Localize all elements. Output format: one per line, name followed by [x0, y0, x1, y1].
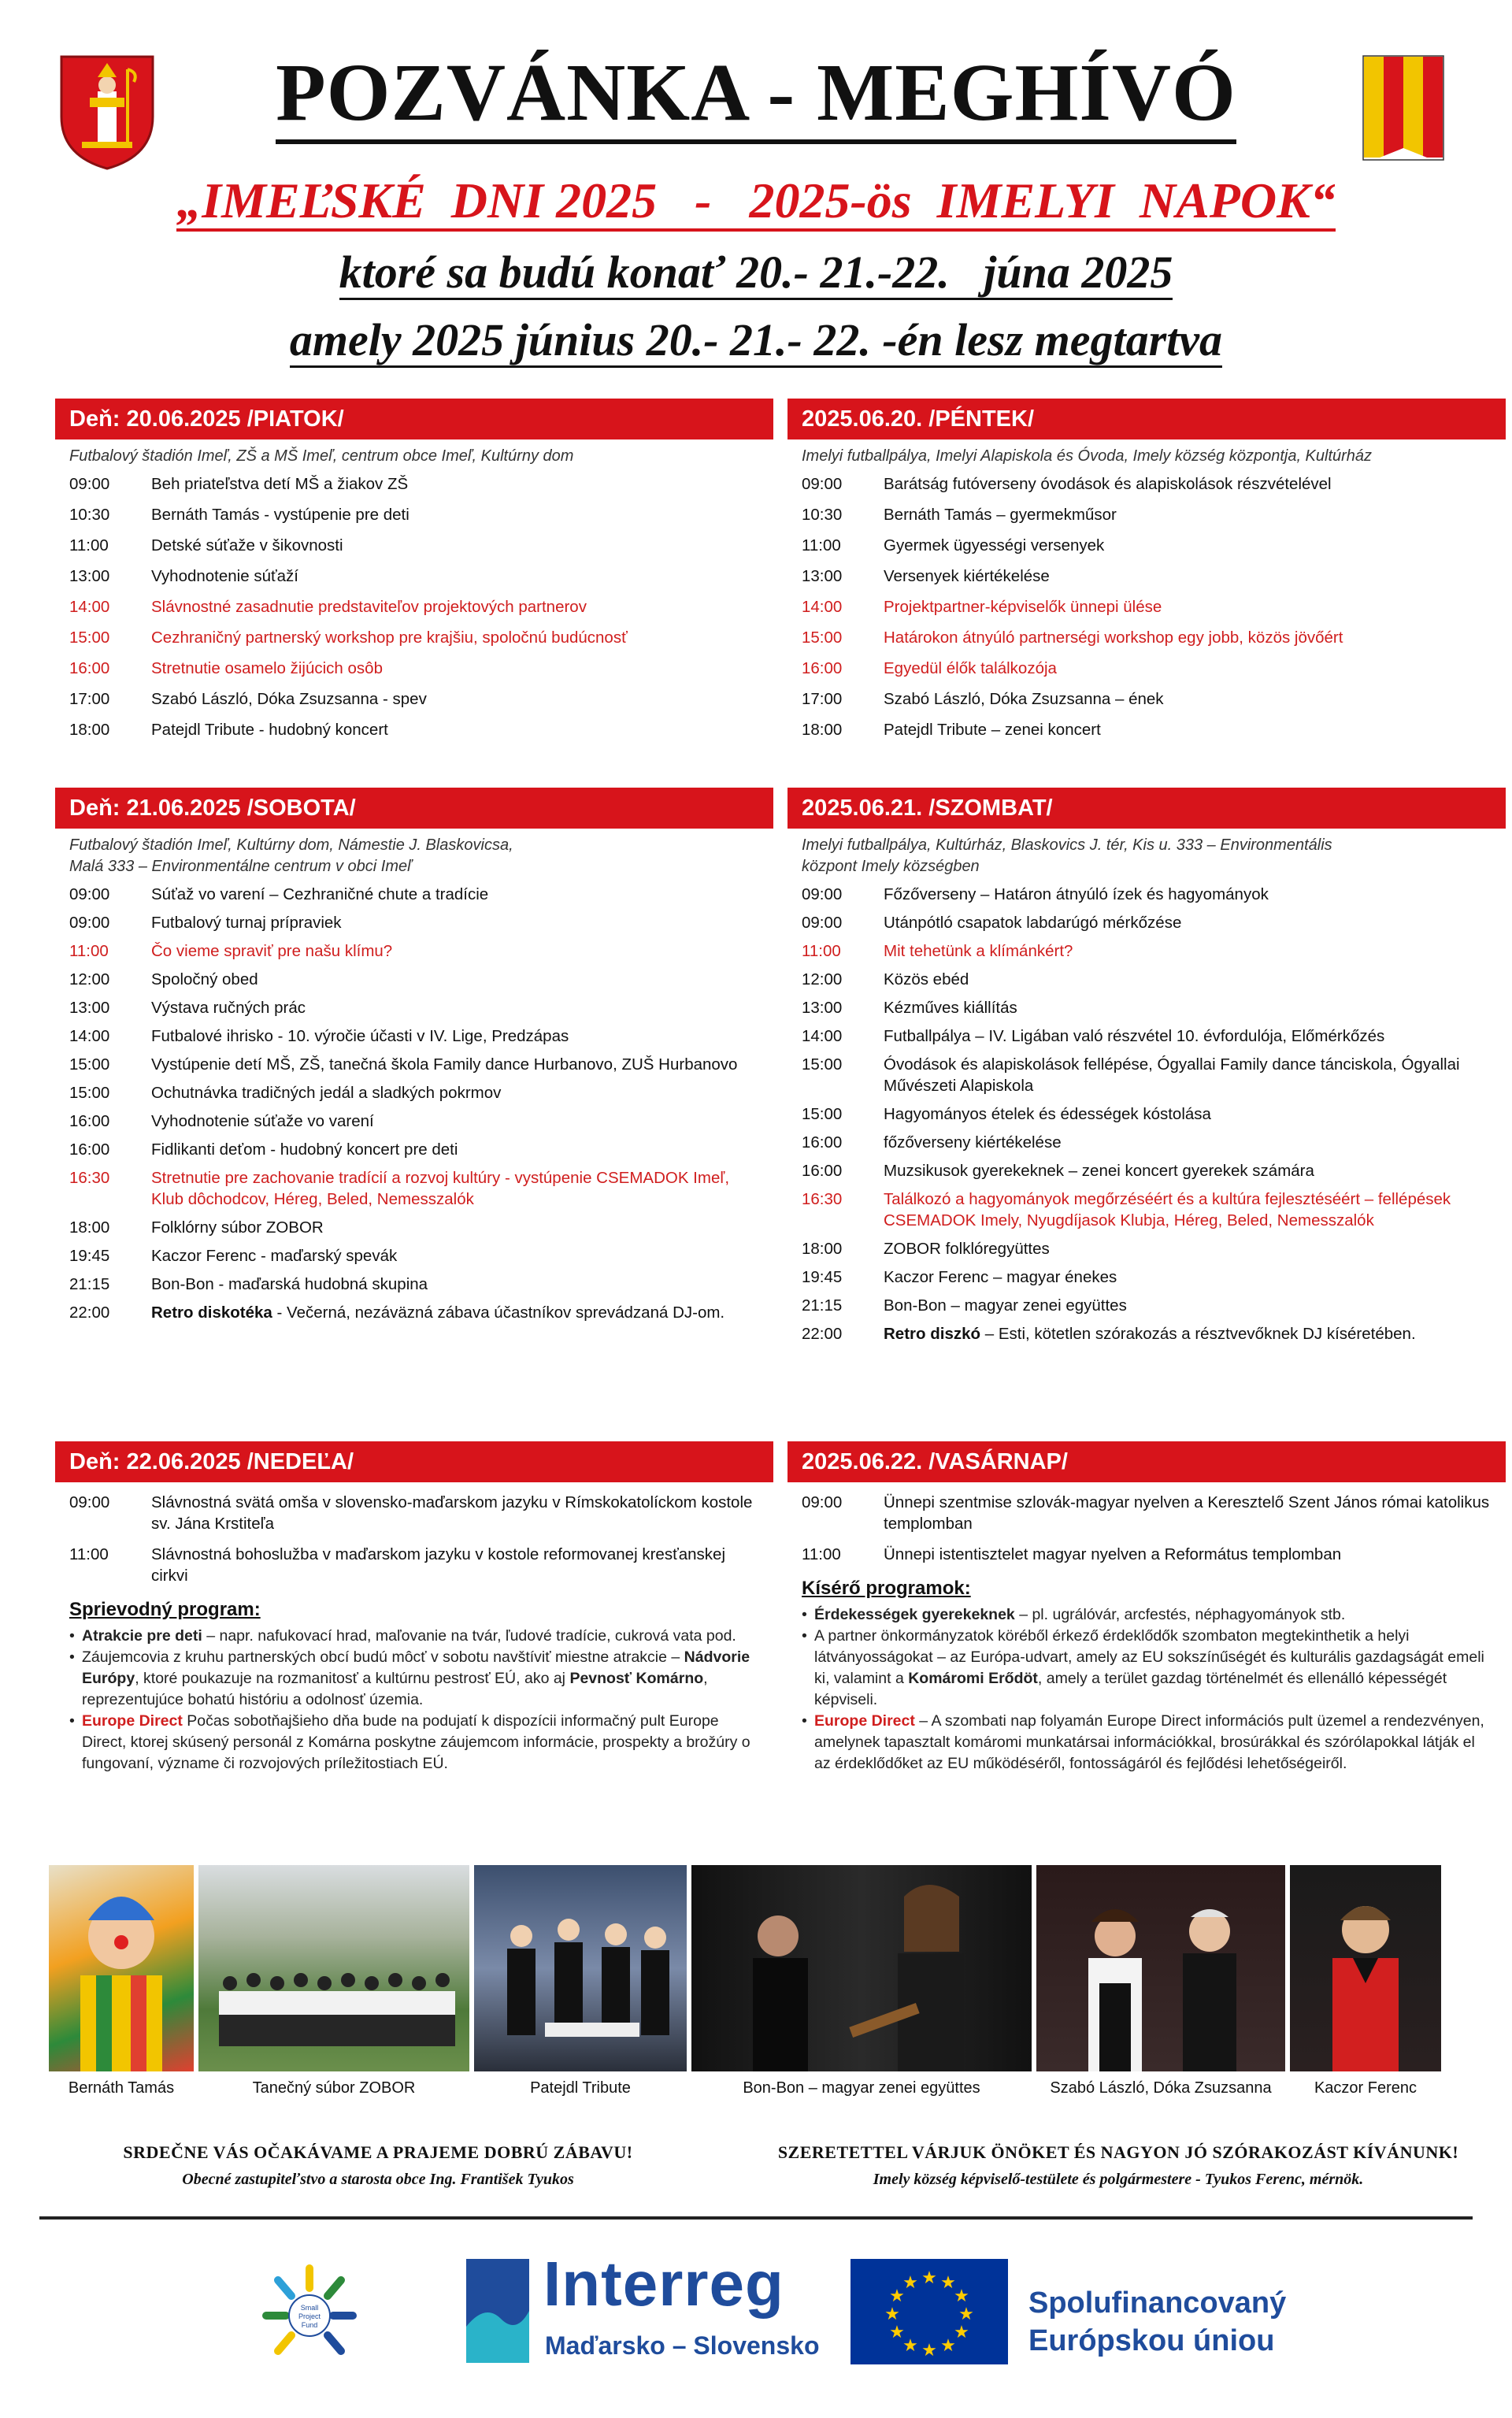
day1-hu-venue: Imelyi futballpálya, Imelyi Alapiskola és Óvoda, Imely község központja, Kultúrház [802, 447, 1373, 465]
svg-text:★: ★ [921, 2268, 937, 2288]
photo-zobor [198, 1865, 469, 2071]
event-row: 15:00 Cezhraničný partnerský workshop pre krajšiu, spoločnú budúcnosť [69, 629, 628, 647]
event-row: 16:00 főzőverseny kiértékelése [802, 1133, 1062, 1152]
duet-photo-icon [1036, 1865, 1285, 2071]
day3-sk-header: Deň: 22.06.2025 /NEDEĽA/ [55, 1441, 773, 1482]
event-row: 17:00 Szabó László, Dóka Zsuzsanna - spev [69, 690, 427, 708]
event-row: 13:00 Vyhodnotenie súťaží [69, 567, 299, 585]
photo-caption: Kaczor Ferenc [1314, 2079, 1418, 2097]
event-row: 16:30 Találkozó a hagyományok megőrzéséért és a kultúra fejlesztéséért – fellépések CSEMADOK Imely, Nyugdíjasok Klubja, Héreg, Beled, Nemesszalók [802, 1190, 1451, 1229]
event-row: 09:00 Ünnepi szentmise szlovák-magyar nyelven a Keresztelő Szent János római katolikus templomban [802, 1493, 1490, 1533]
clown-photo-icon [49, 1865, 194, 2071]
concert-photo-icon [691, 1865, 1032, 2071]
interreg-programme: Maďarsko – Slovensko [545, 2331, 820, 2360]
event-row: 18:00 Folklórny súbor ZOBOR [69, 1218, 324, 1237]
day1-sk-venue: Futbalový štadión Imeľ, ZŠ a MŠ Imeľ, centrum obce Imeľ, Kultúrny dom [69, 447, 574, 465]
eu-cofunding-text: Spolufinancovaný Európskou úniou [1028, 2286, 1287, 2357]
extra-program-title: Kísérő programok: [802, 1578, 971, 1599]
event-row: 11:00 Slávnostná bohoslužba v maďarskom jazyku v kostole reformovanej kresťanskej cirkvi [69, 1545, 726, 1585]
photo-caption: Patejdl Tribute [530, 2079, 631, 2097]
event-row: 11:00 Gyermek ügyességi versenyek [802, 536, 1105, 554]
day3-sk-section [55, 1441, 773, 1775]
small-project-fund-icon [250, 2253, 369, 2371]
event-row: 21:15 Bon-Bon – magyar zenei együttes [802, 1296, 1127, 1315]
event-row: 16:00 Muzsikusok gyerekeknek – zenei koncert gyerekek számára [802, 1162, 1314, 1180]
day1-sk-section [55, 399, 773, 750]
svg-text:Fund: Fund [301, 2321, 318, 2329]
svg-text:★: ★ [902, 2273, 918, 2293]
event-row: 10:30 Bernáth Tamás - vystúpenie pre deti [69, 506, 410, 524]
photo-bernath-tamas [49, 1865, 194, 2071]
event-row: 16:00 Stretnutie osamelo žijúcich osôb [69, 659, 383, 677]
singer-photo-icon [1290, 1865, 1441, 2071]
list-item: • Érdekességek gyerekeknek – pl. ugrálóvár, arcfestés, néphagyományok stb. [802, 1604, 1492, 1626]
event-row: 09:00 Barátság futóverseny óvodások és alapiskolások részvételével [802, 475, 1332, 493]
svg-text:★: ★ [889, 2323, 905, 2342]
event-row: 11:00 Detské súťaže v šikovnosti [69, 536, 343, 554]
event-row: 09:00 Slávnostná svätá omša v slovensko-maďarskom jazyku v Rímskokatolíckom kostole sv. Jána Krstiteľa [69, 1493, 753, 1533]
group-photo-icon [198, 1865, 469, 2071]
event-row: 14:00 Projektpartner-képviselők ünnepi ülése [802, 598, 1162, 616]
event-row: 09:00 Súťaž vo varení – Cezhraničné chute a tradície [69, 885, 489, 903]
event-row: 09:00 Utánpótló csapatok labdarúgó mérkőzése [802, 914, 1182, 932]
day1-sk-header: Deň: 20.06.2025 /PIATOK/ [55, 399, 773, 439]
day2-hu-venue: Imelyi futballpálya, Kultúrház, Blaskovics J. tér, Kis u. 333 – Environmentális központ Imely községben [802, 836, 1332, 875]
event-row: 18:00 ZOBOR folklóregyüttes [802, 1240, 1050, 1258]
day2-hu-section [788, 788, 1506, 1352]
event-row: 18:00 Patejdl Tribute - hudobný koncert [69, 721, 388, 739]
photo-kaczor-ferenc [1290, 1865, 1441, 2071]
event-row: 10:30 Bernáth Tamás – gyermekműsor [802, 506, 1117, 524]
event-row: 18:00 Patejdl Tribute – zenei koncert [802, 721, 1101, 739]
svg-text:★: ★ [954, 2323, 969, 2342]
event-row: 13:00 Versenyek kiértékelése [802, 567, 1050, 585]
event-row: 16:00 Vyhodnotenie súťaže vo varení [69, 1112, 374, 1130]
svg-text:Project: Project [298, 2312, 321, 2320]
day2-sk-section [55, 788, 773, 1330]
event-row: 22:00 Retro diszkó – Esti, kötetlen szórakozás a résztvevőknek DJ kíséretében. [802, 1325, 1416, 1343]
event-row: 22:00 Retro diskotéka - Večerná, nezáväzná zábava účastníkov sprevádzaná DJ-om. [69, 1304, 725, 1322]
event-row: 15:00 Vystúpenie detí MŠ, ZŠ, tanečná škola Family dance Hurbanovo, ZUŠ Hurbanovo [69, 1055, 738, 1074]
page-title: POZVÁNKA - MEGHÍVÓ [0, 46, 1512, 139]
event-row: 15:00 Ochutnávka tradičných jedál a sladkých pokrmov [69, 1084, 502, 1102]
list-item: • Záujemcovia z kruhu partnerských obcí budú môcť v sobotu navštíviť miestne atrakcie – Nádvorie Európy, ktoré poukazuje na rozmanitosť a kultúrnu pestrosť EÚ, ako aj Pevnosť Komárno, reprezentujúce bohatú históriu a odolnosť územia. [69, 1647, 759, 1711]
svg-text:★: ★ [921, 2341, 937, 2361]
dates-line-hu: amely 2025 június 20.- 21.- 22. -én lesz megtartva [0, 313, 1512, 366]
footer-invite-hu: SZERETETTEL VÁRJUK ÖNÖKET ÉS NAGYON JÓ SZÓRAKOZÁST KÍVÁNUNK! Imely község képviselő-testülete és polgármestere - Tyukos Ferenc, mérnök. [777, 2142, 1459, 2188]
header [0, 0, 1512, 378]
interreg-wordmark: Interreg [543, 2249, 784, 2319]
svg-text:★: ★ [954, 2286, 969, 2306]
small-project-fund-logo [250, 2253, 369, 2371]
day3-hu-events [788, 1482, 1506, 1565]
day3-hu-header: 2025.06.22. /VASÁRNAP/ [788, 1441, 1506, 1482]
list-item: • Atrakcie pre deti – napr. nafukovací hrad, maľovanie na tvár, ľudové tradície, cukrová vata pod. [69, 1626, 759, 1647]
event-row: 09:00 Futbalový turnaj prípraviek [69, 914, 342, 932]
event-row: 11:00 Ünnepi istentisztelet magyar nyelven a Református templomban [802, 1545, 1342, 1563]
event-row: 09:00 Beh priateľstva detí MŠ a žiakov ZŠ [69, 475, 409, 493]
svg-text:★: ★ [940, 2273, 956, 2293]
band-photo-icon [474, 1865, 687, 2071]
list-item: • Europe Direct – A szombati nap folyamán Europe Direct információs pult üzemel a rendezvényen, amelynek tapasztalt komáromi munkatársai információkkal, brosúrákkal és szórólapokkal látják el az érdeklődőket az EU működéséről, fontosságáról és fejlődési lehetőségeiről. [802, 1711, 1492, 1775]
event-row: 15:00 Határokon átnyúló partnerségi workshop egy jobb, közös jövőért [802, 629, 1343, 647]
event-row: 11:00 Mit tehetünk a klímánkért? [802, 942, 1073, 960]
event-row: 19:45 Kaczor Ferenc - maďarský spevák [69, 1247, 398, 1265]
eu-cofunding-logo [850, 2253, 1307, 2371]
extra-program-title: Sprievodný program: [69, 1599, 261, 1620]
day3-sk-events [55, 1482, 773, 1586]
photo-patejdl-tribute [474, 1865, 687, 2071]
footer-invite-sk: SRDEČNE VÁS OČAKÁVAME A PRAJEME DOBRÚ ZÁBAVU! Obecné zastupiteľstvo a starosta obce Ing. František Tyukos [123, 2142, 633, 2188]
interreg-logo [461, 2249, 839, 2371]
day1-hu-header: 2025.06.20. /PÉNTEK/ [788, 399, 1506, 439]
extra-program-list [55, 1626, 773, 1775]
svg-text:★: ★ [958, 2305, 974, 2324]
interreg-mark-icon [461, 2256, 534, 2366]
day2-hu-header: 2025.06.21. /SZOMBAT/ [788, 788, 1506, 829]
event-row: 12:00 Spoločný obed [69, 970, 258, 988]
photo-caption: Tanečný súbor ZOBOR [252, 2079, 416, 2097]
photo-caption: Bernáth Tamás [68, 2079, 175, 2097]
day1-hu-events [788, 470, 1506, 740]
day2-sk-venue: Futbalový štadión Imeľ, Kultúrny dom, Námestie J. Blaskovicsa, Malá 333 – Environmentálne centrum v obci Imeľ [69, 836, 513, 875]
event-row: 14:00 Futballpálya – IV. Ligában való részvétel 10. évfordulója, Előmérkőzés [802, 1027, 1385, 1045]
svg-text:Small: Small [300, 2304, 319, 2312]
event-row: 14:00 Slávnostné zasadnutie predstaviteľov projektových partnerov [69, 598, 587, 616]
svg-text:★: ★ [940, 2336, 956, 2356]
event-row: 09:00 Főzőverseny – Határon átnyúló ízek és hagyományok [802, 885, 1269, 903]
event-row: 19:45 Kaczor Ferenc – magyar énekes [802, 1268, 1117, 1286]
event-row: 16:30 Stretnutie pre zachovanie tradícií a rozvoj kultúry - vystúpenie CSEMADOK Imeľ, Klub dôchodcov, Héreg, Beled, Nemesszalók [69, 1169, 730, 1208]
event-row: 21:15 Bon-Bon - maďarská hudobná skupina [69, 1275, 428, 1293]
photo-bon-bon [691, 1865, 1032, 2071]
day1-hu-section [788, 399, 1506, 750]
svg-text:★: ★ [889, 2286, 905, 2306]
event-row: 12:00 Közös ebéd [802, 970, 969, 988]
day1-sk-events [55, 470, 773, 740]
list-item: • Europe Direct Počas sobotňajšieho dňa bude na podujatí k dispozícii informačný pult Europe Direct, ktorej skúsený personál z Komárna poskytne záujemcom informácie, prospekty a brožúry o fungovaní, význame či rozvojových príležitostiach EÚ. [69, 1711, 759, 1775]
event-row: 13:00 Výstava ručných prác [69, 999, 306, 1017]
day3-hu-section [788, 1441, 1506, 1775]
event-row: 16:00 Egyedül élők találkozója [802, 659, 1057, 677]
photo-caption: Bon-Bon – magyar zenei együttes [743, 2079, 980, 2097]
photo-caption: Szabó László, Dóka Zsuzsanna [1050, 2079, 1272, 2097]
event-row: 15:00 Óvodások és alapiskolások fellépése, Ógyallai Family dance tánciskola, Ógyallai Művészeti Alapiskola [802, 1055, 1460, 1095]
photo-szabo-doka [1036, 1865, 1285, 2071]
day2-sk-header: Deň: 21.06.2025 /SOBOTA/ [55, 788, 773, 829]
svg-text:★: ★ [902, 2336, 918, 2356]
event-row: 13:00 Kézműves kiállítás [802, 999, 1017, 1017]
event-row: 17:00 Szabó László, Dóka Zsuzsanna – ének [802, 690, 1164, 708]
extra-program-list [788, 1604, 1506, 1775]
event-row: 15:00 Hagyományos ételek és édességek kóstolása [802, 1105, 1211, 1123]
event-row: 16:00 Fidlikanti deťom - hudobný koncert pre deti [69, 1140, 458, 1159]
day2-sk-events [55, 881, 773, 1323]
event-name: „IMEĽSKÉ DNI 2025 - 2025-ös IMELYI NAPOK“ [0, 172, 1512, 230]
event-row: 14:00 Futbalové ihrisko - 10. výročie účasti v IV. Lige, Predzápas [69, 1027, 569, 1045]
day2-hu-events [788, 881, 1506, 1344]
list-item: • A partner önkormányzatok köréből érkező érdeklődők szombaton megtekinthetik a helyi látványosságokat – az Európa-udvart, amely az EU sokszínűségét és kulturális gazdagságát emeli ki, valamint a Komáromi Erődöt, amely a terület gazdag történelmét és ellenálló képességét képviseli. [802, 1626, 1492, 1711]
event-row: 11:00 Čo vieme spraviť pre našu klímu? [69, 942, 393, 960]
dates-line-sk: ktoré sa budú konať 20.- 21.-22. júna 2025 [0, 246, 1512, 299]
footer-divider [39, 2216, 1473, 2220]
eu-flag-icon [850, 2259, 1008, 2364]
svg-text:★: ★ [884, 2305, 900, 2324]
